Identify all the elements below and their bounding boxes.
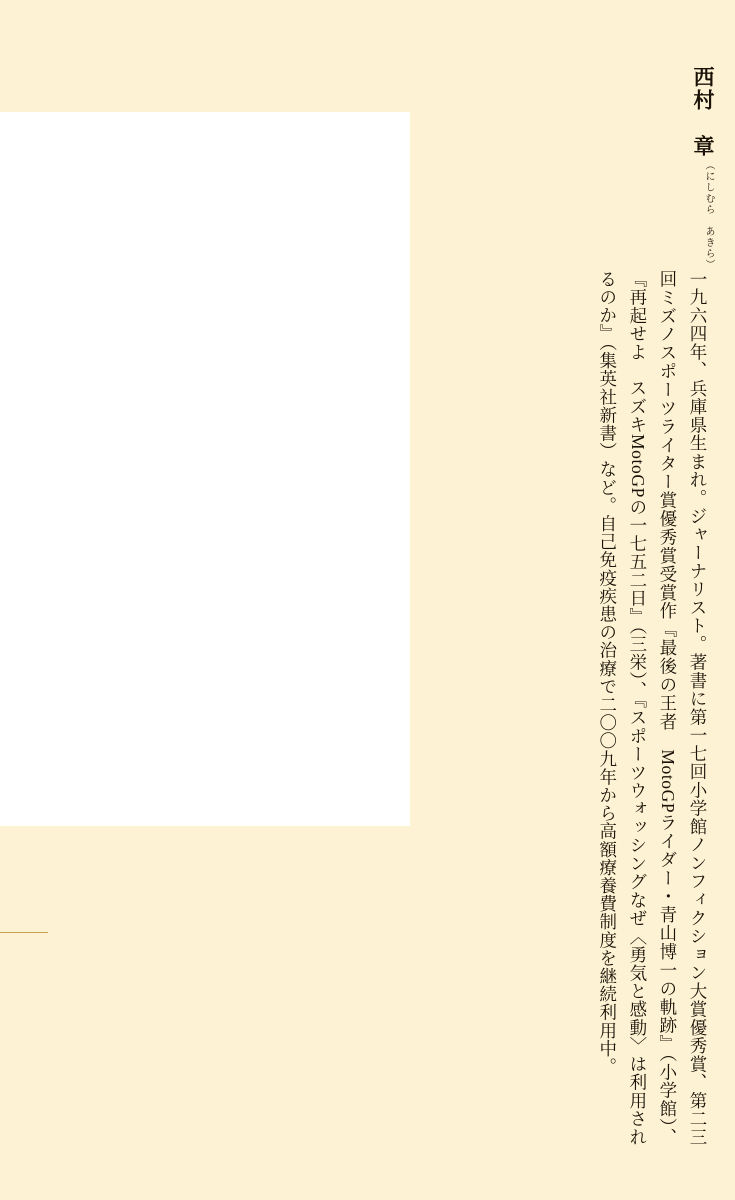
author-name-reading: （にしむら あきら） — [703, 160, 714, 270]
decorative-rule — [0, 932, 48, 933]
author-photo-placeholder — [0, 112, 410, 826]
author-name: 西村 章 — [691, 66, 715, 158]
author-bio-text: 一九六四年、兵庫県生まれ。ジャーナリスト。著書に第一七回小学館ノンフィクション大賞優秀賞、第二三回ミズノスポーツライター賞優秀賞受賞作『最後の王者 MotoGPライダー・青山博一の軌跡』（小学館）、『再起せよ スズキMotoGPの一七五二日』（三栄）、『スポーツウォッシングなぜ〈勇気と感動〉は利用されるのか』（集英社新書）など。自己免疫疾患の治療で二〇〇九年から高額療養費制度を継続利用中。 — [597, 270, 708, 1146]
author-bio-block — [453, 66, 713, 1146]
